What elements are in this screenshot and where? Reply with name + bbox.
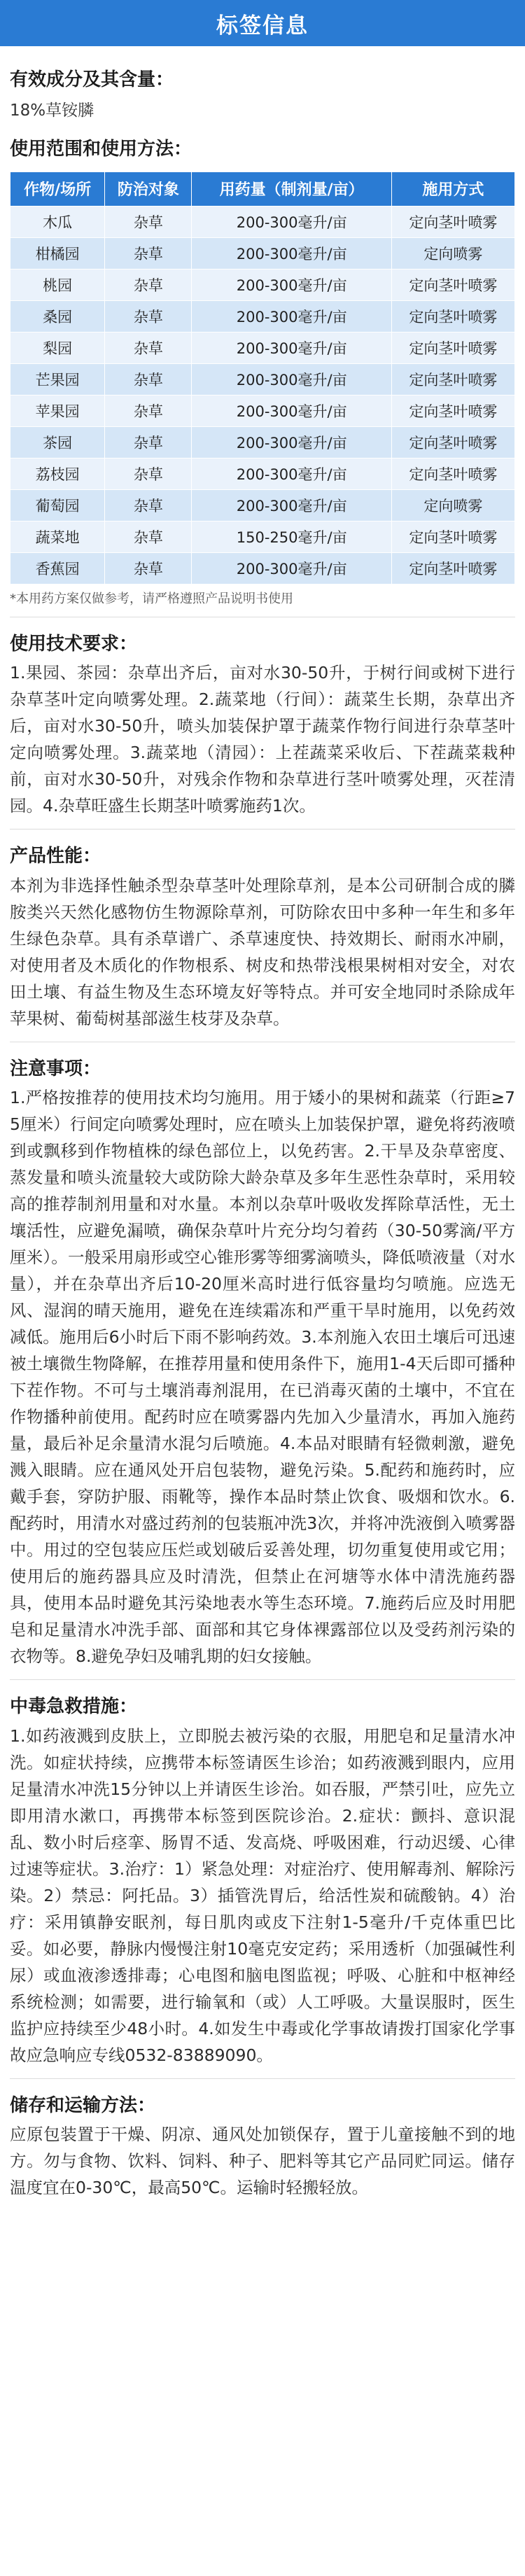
usage-footnote: *本用药方案仅做参考，请严格遵照产品说明书使用 bbox=[10, 591, 293, 606]
precautions-heading: 注意事项： bbox=[10, 1058, 102, 1079]
cell-crop: 木瓜 bbox=[10, 206, 105, 237]
cell-method: 定向茎叶喷雾 bbox=[391, 363, 514, 395]
column-header-dosage: 用药量（制剂量/亩） bbox=[192, 172, 391, 206]
table-row bbox=[10, 269, 515, 300]
cell-dosage: 200-300毫升/亩 bbox=[192, 395, 391, 426]
storage-heading: 储存和运输方法： bbox=[10, 2094, 156, 2116]
technique-text: 1.果园、茶园：杂草出齐后，亩对水30-50升，于树行间或树下进行杂草茎叶定向喷雾处理。2.蔬菜地（行间）：蔬菜生长期，杂草出齐后，亩对水30-50升，喷头加装保护罩于蔬菜作物行间进行杂草茎叶定向喷雾处理。3.蔬菜地（清园）：上茬蔬菜采收后、下茬蔬菜栽种前，亩对水30-50升，对残余作物和杂草进行茎叶喷雾处理，灭茬清园。4.杂草旺盛生长期茎叶喷雾施药1次。 bbox=[10, 663, 515, 816]
cell-dosage: 200-300毫升/亩 bbox=[192, 426, 391, 458]
cell-target: 杂草 bbox=[105, 458, 192, 489]
cell-crop: 桑园 bbox=[10, 300, 105, 332]
table-row bbox=[10, 332, 515, 363]
column-header-target: 防治对象 bbox=[105, 172, 192, 206]
cell-dosage: 150-250毫升/亩 bbox=[192, 521, 391, 552]
first-aid-text: 1.如药液溅到皮肤上，立即脱去被污染的衣服，用肥皂和足量清水冲洗。如症状持续，应携带本标签请医生诊治；如药液溅到眼内，应用足量清水冲洗15分钟以上并请医生诊治。如吞服，严禁引吐，应先立即用清水漱口，再携带本标签到医院诊治。2.症状：颤抖、意识混乱、数小时后痉挛、肠胃不适、发高烧、呼吸困难，行动迟缓、心律过速等症状。3.治疗：1）紧急处理：对症治疗、使用解毒剂、解除污染。2）禁忌：阿托品。3）插管洗胃后，给活性炭和硫酸钠。4）治疗：采用镇静安眠剂，每日肌肉或皮下注射1-5毫升/千克体重巴比妥。如必要，静脉内慢慢注射10毫克安定药；采用透析（加强碱性利尿）或血液渗透排毒；心电图和脑电图监视；呼吸、心脏和中枢神经系统检测；如需要，进行输氧和（或）人工呼吸。大量误服时，医生监护应持续至少48小时。4.如发生中毒或化学事故请拨打国家化学事故应急响应专线0532-83889090。 bbox=[10, 1726, 515, 2065]
cell-target: 杂草 bbox=[105, 489, 192, 521]
table-row bbox=[10, 206, 515, 237]
section-divider bbox=[10, 829, 515, 830]
cell-dosage: 200-300毫升/亩 bbox=[192, 458, 391, 489]
cell-target: 杂草 bbox=[105, 426, 192, 458]
cell-dosage: 200-300毫升/亩 bbox=[192, 363, 391, 395]
table-row bbox=[10, 458, 515, 489]
cell-crop: 芒果园 bbox=[10, 363, 105, 395]
cell-dosage: 200-300毫升/亩 bbox=[192, 300, 391, 332]
cell-method: 定向茎叶喷雾 bbox=[391, 552, 514, 584]
technique-heading: 使用技术要求： bbox=[10, 633, 138, 654]
cell-dosage: 200-300毫升/亩 bbox=[192, 552, 391, 584]
ingredients-value: 18%草铵膦 bbox=[10, 102, 94, 120]
usage-table bbox=[10, 172, 515, 584]
cell-method: 定向茎叶喷雾 bbox=[391, 300, 514, 332]
performance-heading: 产品性能： bbox=[10, 846, 102, 867]
banner-title: 标签信息 bbox=[216, 13, 309, 38]
cell-crop: 苹果园 bbox=[10, 395, 105, 426]
table-row bbox=[10, 552, 515, 584]
table-row bbox=[10, 426, 515, 458]
cell-target: 杂草 bbox=[105, 206, 192, 237]
cell-method: 定向茎叶喷雾 bbox=[391, 206, 514, 237]
column-header-crop: 作物/场所 bbox=[10, 172, 105, 206]
cell-crop: 桃园 bbox=[10, 269, 105, 300]
cell-dosage: 200-300毫升/亩 bbox=[192, 332, 391, 363]
table-row bbox=[10, 395, 515, 426]
label-content bbox=[0, 67, 525, 2201]
cell-crop: 柑橘园 bbox=[10, 237, 105, 269]
table-row bbox=[10, 521, 515, 552]
cell-dosage: 200-300毫升/亩 bbox=[192, 269, 391, 300]
performance-text: 本剂为非选择性触杀型杂草茎叶处理除草剂，是本公司研制合成的膦胺类兴天然化感物仿生物源除草剂，可防除农田中多种一年生和多年生绿色杂草。具有杀草谱广、杀草速度快、持效期长、耐雨水冲刷，对使用者及木质化的作物根系、树皮和热带浅根果树相对安全，对农田土壤、有益生物及生态环境友好等特点。并可安全地同时杀除成年苹果树、葡萄树基部滋生枝芽及杂草。 bbox=[10, 875, 515, 1028]
cell-method: 定向喷雾 bbox=[391, 489, 514, 521]
table-row bbox=[10, 363, 515, 395]
cell-dosage: 200-300毫升/亩 bbox=[192, 206, 391, 237]
label-info-banner bbox=[0, 0, 525, 46]
cell-crop: 蔬菜地 bbox=[10, 521, 105, 552]
cell-crop: 香蕉园 bbox=[10, 552, 105, 584]
cell-dosage: 200-300毫升/亩 bbox=[192, 489, 391, 521]
cell-method: 定向茎叶喷雾 bbox=[391, 426, 514, 458]
usage-table-body bbox=[10, 206, 515, 584]
usage-heading: 使用范围和使用方法： bbox=[10, 138, 192, 160]
cell-method: 定向茎叶喷雾 bbox=[391, 458, 514, 489]
cell-target: 杂草 bbox=[105, 332, 192, 363]
cell-method: 定向茎叶喷雾 bbox=[391, 332, 514, 363]
cell-target: 杂草 bbox=[105, 552, 192, 584]
cell-dosage: 200-300毫升/亩 bbox=[192, 237, 391, 269]
cell-target: 杂草 bbox=[105, 237, 192, 269]
cell-method: 定向茎叶喷雾 bbox=[391, 521, 514, 552]
cell-crop: 荔枝园 bbox=[10, 458, 105, 489]
cell-crop: 梨园 bbox=[10, 332, 105, 363]
table-row bbox=[10, 300, 515, 332]
storage-text: 应原包装置于干燥、阴凉、通风处加锁保存，置于儿童接触不到的地方。勿与食物、饮料、饲料、种子、肥料等其它产品同贮同运。储存温度宜在0-30℃，最高50℃。运输时轻搬轻放。 bbox=[10, 2124, 515, 2197]
cell-method: 定向茎叶喷雾 bbox=[391, 395, 514, 426]
cell-crop: 葡萄园 bbox=[10, 489, 105, 521]
cell-method: 定向茎叶喷雾 bbox=[391, 269, 514, 300]
usage-table-header-row bbox=[10, 172, 515, 206]
cell-crop: 茶园 bbox=[10, 426, 105, 458]
cell-target: 杂草 bbox=[105, 363, 192, 395]
ingredients-heading: 有效成分及其含量： bbox=[10, 69, 174, 90]
cell-target: 杂草 bbox=[105, 300, 192, 332]
cell-target: 杂草 bbox=[105, 269, 192, 300]
table-row bbox=[10, 237, 515, 269]
precautions-text: 1.严格按推荐的使用技术均匀施用。用于矮小的果树和蔬菜（行距≥75厘米）行间定向喷雾处理时，应在喷头上加装保护罩，避免将药液喷到或飘移到作物植株的绿色部位上，以免药害。2.干旱及杂草密度、蒸发量和喷头流量较大或防除大龄杂草及多年生恶性杂草时，采用较高的推荐制剂用量和对水量。本剂以杂草叶吸收发挥除草活性，无土壤活性，应避免漏喷，确保杂草叶片充分均匀着药（30-50雾滴/平方厘米）。一般采用扇形或空心锥形雾等细雾滴喷头，降低喷液量（对水量），并在杂草出齐后10-20厘米高时进行低容量均匀喷施。应选无风、湿润的晴天施用，避免在连续霜冻和严重干旱时施用，以免药效减低。施用后6小时后下雨不影响药效。3.本剂施入农田土壤后可迅速被土壤微生物降解，在推荐用量和使用条件下，施用1-4天后即可播种下茬作物。不可与土壤消毒剂混用，在已消毒灭菌的土壤中，不宜在作物播种前使用。配药时应在喷雾器内先加入少量清水，再加入施药量，最后补足余量清水混匀后喷施。4.本品对眼睛有轻微刺激，避免溅入眼睛。应在通风处开启包装物，避免污染。5.配药和施药时，应戴手套，穿防护服、雨靴等，操作本品时禁止饮食、吸烟和饮水。6.配药时，用清水对盛过药剂的包装瓶冲洗3次，并将冲洗液倒入喷雾器中。用过的空包装应压烂或划破后妥善处理，切勿重复使用或它用；使用后的施药器具应及时清洗，但禁止在河塘等水体中清洗施药器具，使用本品时避免其污染地表水等生态环境。7.施药后应及时用肥皂和足量清水冲洗手部、面部和其它身体裸露部位以及受药剂污染的衣物等。8.避免孕妇及哺乳期的妇女接触。 bbox=[10, 1088, 515, 1667]
cell-target: 杂草 bbox=[105, 521, 192, 552]
section-divider bbox=[10, 1679, 515, 1680]
cell-method: 定向喷雾 bbox=[391, 237, 514, 269]
first-aid-heading: 中毒急救措施： bbox=[10, 1696, 138, 1718]
cell-target: 杂草 bbox=[105, 395, 192, 426]
table-row bbox=[10, 489, 515, 521]
section-divider bbox=[10, 2078, 515, 2079]
column-header-method: 施用方式 bbox=[391, 172, 514, 206]
